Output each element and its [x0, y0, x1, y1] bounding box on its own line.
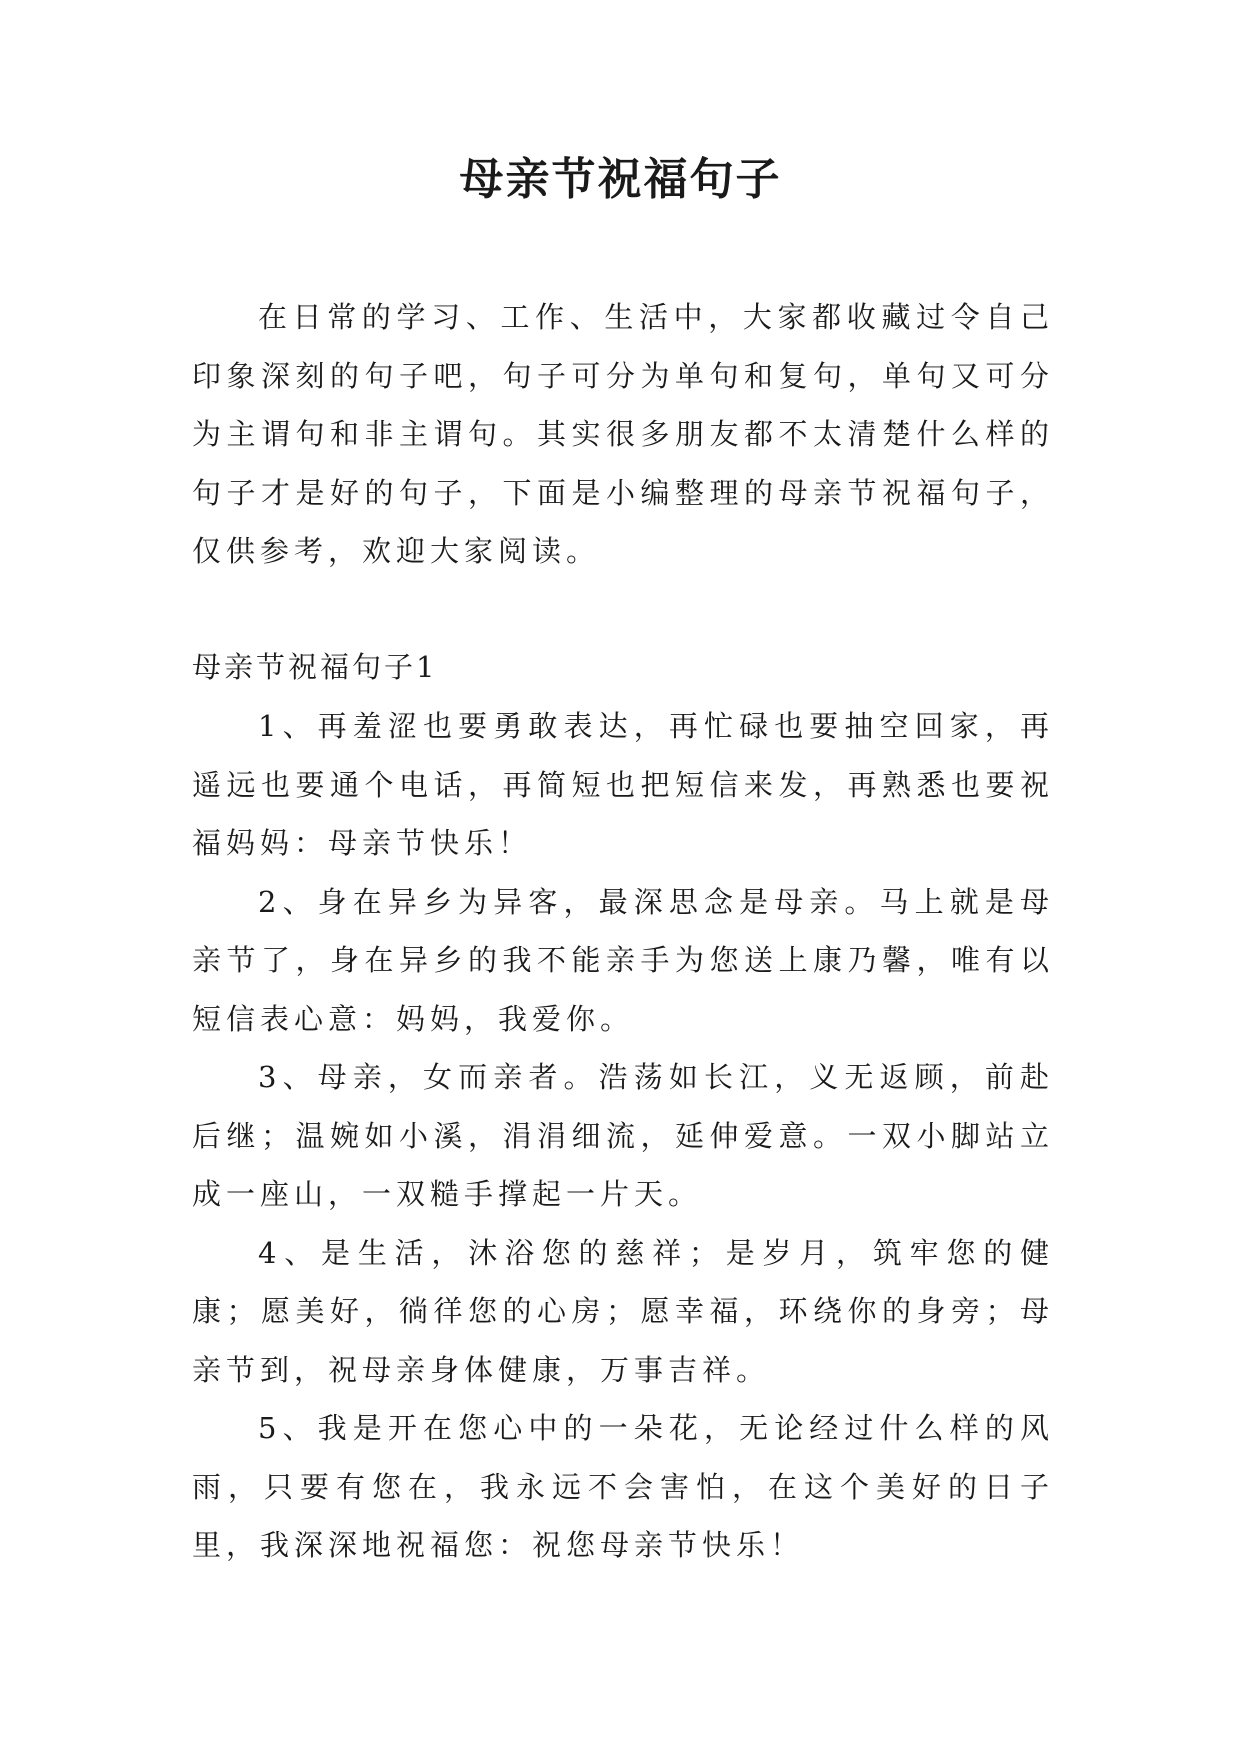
blessing-item-2: 2、身在异乡为异客，最深思念是母亲。马上就是母亲节了，身在异乡的我不能亲手为您送上康乃馨，唯有以短信表心意：妈妈，我爱你。 [192, 884, 1054, 1036]
blessing-item-5: 5、我是开在您心中的一朵花，无论经过什么样的风雨，只要有您在，我永远不会害怕，在这个美好的日子里，我深深地祝福您：祝您母亲节快乐！ [192, 1411, 1054, 1562]
blessing-list [192, 697, 1054, 1575]
blessing-item-1: 1、再羞涩也要勇敢表达，再忙碌也要抽空回家，再遥远也要通个电话，再简短也把短信来发，再熟悉也要祝福妈妈：母亲节快乐！ [192, 709, 1054, 860]
blessing-item-4: 4、是生活，沐浴您的慈祥；是岁月，筑牢您的健康；愿美好，徜徉您的心房；愿幸福，环绕你的身旁；母亲节到，祝母亲身体健康，万事吉祥。 [192, 1235, 1054, 1387]
section-heading: 母亲节祝福句子1 [192, 650, 438, 684]
document-title: 母亲节祝福句子 [459, 154, 782, 205]
blessing-item-3: 3、母亲，女而亲者。浩荡如长江，义无返顾，前赴后继；温婉如小溪，涓涓细流，延伸爱意。一双小脚站立成一座山，一双糙手撑起一片天。 [192, 1060, 1054, 1211]
intro-paragraph: 在日常的学习、工作、生活中，大家都收藏过令自己印象深刻的句子吧，句子可分为单句和复句，单句又可分为主谓句和非主谓句。其实很多朋友都不太清楚什么样的句子才是好的句子，下面是小编整理的母亲节祝福句子，仅供参考，欢迎大家阅读。 [192, 300, 1054, 568]
